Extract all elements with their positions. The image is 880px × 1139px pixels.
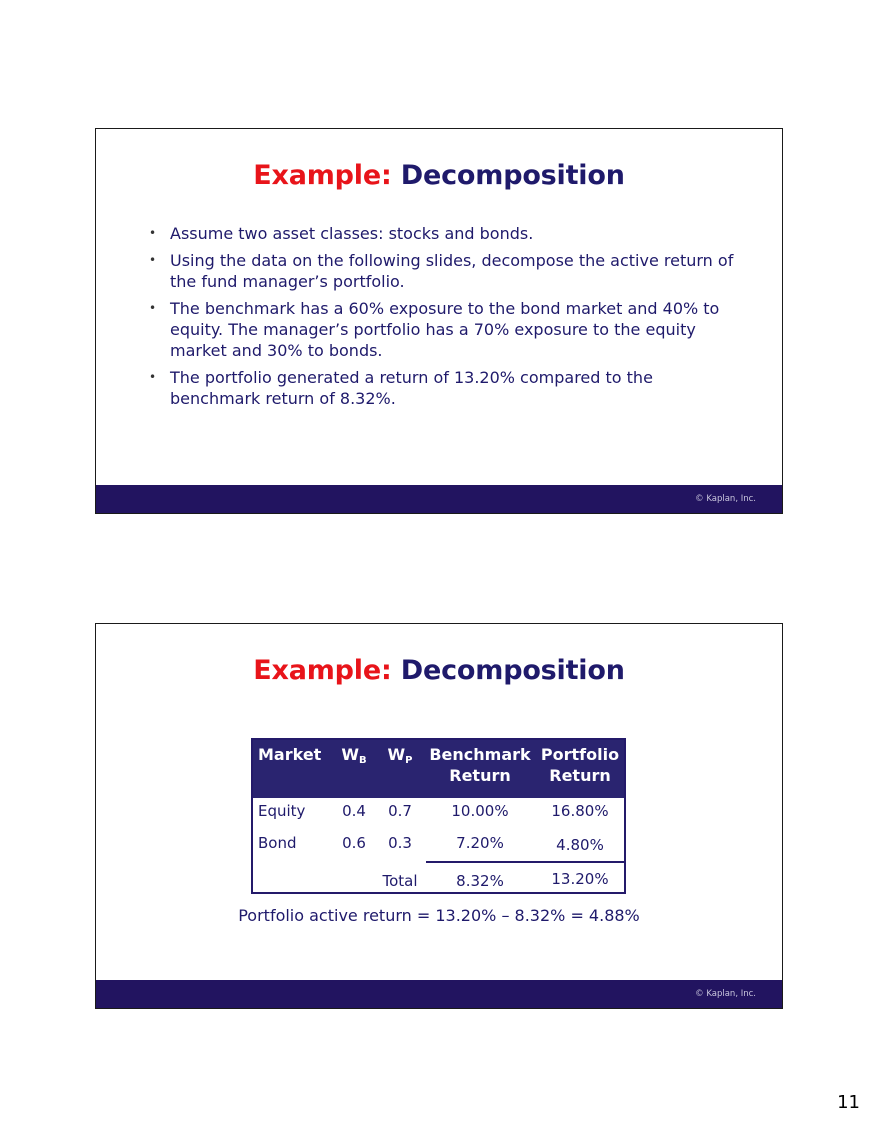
header-benchmark-return bbox=[425, 744, 535, 786]
cell-portfolio-return: 16.80% bbox=[551, 802, 609, 820]
slide-1-title bbox=[96, 160, 782, 191]
bullet-glyph: • bbox=[149, 301, 157, 315]
bullet-text: Using the data on the following slides, decompose the active return of the fund manager’s portfolio. bbox=[170, 251, 734, 291]
header-wb-subscript: B bbox=[359, 755, 367, 766]
cell-market: Bond bbox=[258, 834, 297, 852]
cell-total-label: Total bbox=[382, 872, 418, 890]
cell-wb: 0.6 bbox=[342, 834, 366, 852]
cell-portfolio-return: 4.80% bbox=[556, 836, 604, 854]
returns-table bbox=[251, 738, 626, 894]
bullet-glyph: • bbox=[149, 370, 157, 384]
header-wp bbox=[383, 744, 417, 771]
bullet-item bbox=[149, 298, 739, 361]
slide-2 bbox=[95, 623, 783, 1009]
page-number: 11 bbox=[837, 1092, 860, 1113]
bullet-text: Assume two asset classes: stocks and bonds. bbox=[170, 224, 534, 243]
cell-market: Equity bbox=[258, 802, 306, 820]
header-wb-text: W bbox=[341, 745, 360, 764]
cell-benchmark-return: 7.20% bbox=[456, 834, 504, 852]
slide-footer-bar bbox=[96, 980, 782, 1008]
cell-wp: 0.7 bbox=[388, 802, 412, 820]
table-header-row bbox=[253, 740, 624, 798]
bullet-glyph: • bbox=[149, 226, 157, 240]
title-topic: Decomposition bbox=[400, 160, 625, 191]
bullet-glyph: • bbox=[149, 253, 157, 267]
header-portfolio-line1: Portfolio bbox=[540, 745, 620, 764]
header-portfolio-return bbox=[537, 744, 623, 786]
header-market-text: Market bbox=[258, 745, 322, 764]
copyright-notice: © Kaplan, Inc. bbox=[695, 989, 756, 999]
bullet-text: The benchmark has a 60% exposure to the bond market and 40% to equity. The manager’s portfolio has a 70% exposure to the equity market and 30% to bonds. bbox=[170, 299, 720, 360]
header-benchmark-line2: Return bbox=[449, 766, 511, 785]
copyright-notice: © Kaplan, Inc. bbox=[695, 494, 756, 504]
title-example-label: Example: bbox=[253, 160, 392, 191]
header-wp-subscript: P bbox=[405, 755, 413, 766]
cell-total-portfolio: 13.20% bbox=[551, 870, 609, 888]
slide-1 bbox=[95, 128, 783, 514]
bullet-text: The portfolio generated a return of 13.20% compared to the benchmark return of 8.32%. bbox=[170, 368, 653, 408]
cell-wp: 0.3 bbox=[388, 834, 412, 852]
bullet-list bbox=[149, 223, 739, 415]
header-benchmark-line1: Benchmark bbox=[429, 745, 531, 764]
title-example-label: Example: bbox=[253, 655, 392, 686]
header-wp-text: W bbox=[387, 745, 406, 764]
cell-benchmark-return: 10.00% bbox=[451, 802, 509, 820]
active-return-formula: Portfolio active return = 13.20% – 8.32% = 4.88% bbox=[238, 906, 640, 925]
cell-wb: 0.4 bbox=[342, 802, 366, 820]
header-portfolio-line2: Return bbox=[549, 766, 611, 785]
bullet-item bbox=[149, 250, 739, 292]
cell-total-benchmark: 8.32% bbox=[456, 872, 504, 890]
total-divider bbox=[426, 861, 624, 863]
bullet-item bbox=[149, 367, 739, 409]
bullet-item bbox=[149, 223, 739, 244]
slide-2-title bbox=[96, 655, 782, 686]
header-market bbox=[258, 744, 324, 765]
header-wb bbox=[337, 744, 371, 771]
title-topic: Decomposition bbox=[400, 655, 625, 686]
slide-footer-bar bbox=[96, 485, 782, 513]
